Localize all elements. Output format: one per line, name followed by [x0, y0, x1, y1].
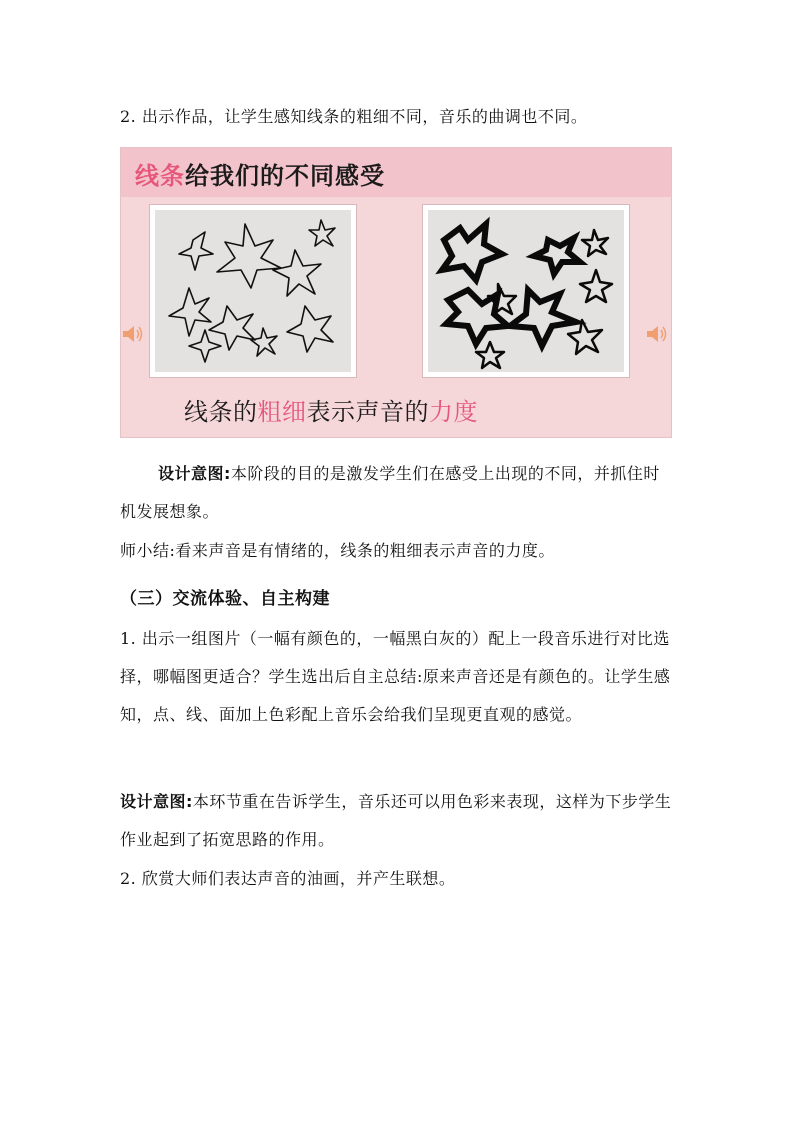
thin-stars-sketch	[155, 210, 351, 372]
caption-highlight: 力度	[429, 398, 478, 426]
design-intent-label: 设计意图:	[158, 464, 231, 483]
design-intent-paragraph	[120, 783, 676, 859]
design-intent-label: 设计意图:	[120, 792, 193, 811]
slide-image	[120, 147, 672, 438]
paragraph-item-1: 1. 出示一组图片（一幅有颜色的，一幅黑白灰的）配上一段音乐进行对比选择，哪幅图更适合？学生选出后自主总结:原来声音还是有颜色的。让学生感知，点、线、面加上色彩配上音乐会给我们呈现更直观的感觉。	[120, 629, 671, 724]
thin-lines-drawing	[150, 205, 356, 377]
speaker-icon[interactable]	[645, 323, 667, 345]
caption-text: 线条的	[184, 398, 258, 426]
teacher-summary: 师小结:看来声音是有情绪的，线条的粗细表示声音的力度。	[120, 541, 555, 560]
slide-title	[135, 156, 385, 191]
design-intent-text: 本环节重在告诉学生，音乐还可以用色彩来表现，这样为下步学生作业起到了拓宽思路的作用。	[120, 792, 672, 849]
speaker-icon[interactable]	[121, 323, 143, 345]
design-intent-text: 本阶段的目的是激发学生们在感受上出现的不同，并抓住时机发展想象。	[120, 464, 660, 521]
slide-title-rest: 给我们的不同感受	[185, 162, 385, 190]
paragraph-item-2: 2. 欣赏大师们表达声音的油画，并产生联想。	[120, 869, 456, 888]
section-heading: （三）交流体验、自主构建	[120, 589, 330, 609]
thick-lines-drawing	[423, 205, 629, 377]
slide-caption	[184, 392, 478, 427]
thick-stars-sketch	[428, 210, 624, 372]
slide-title-highlight: 线条	[135, 162, 185, 190]
design-intent-paragraph	[120, 455, 676, 531]
caption-highlight: 粗细	[257, 398, 307, 426]
caption-text: 表示声音的	[306, 398, 429, 426]
paragraph-show-work: 2. 出示作品，让学生感知线条的粗细不同，音乐的曲调也不同。	[120, 107, 588, 126]
